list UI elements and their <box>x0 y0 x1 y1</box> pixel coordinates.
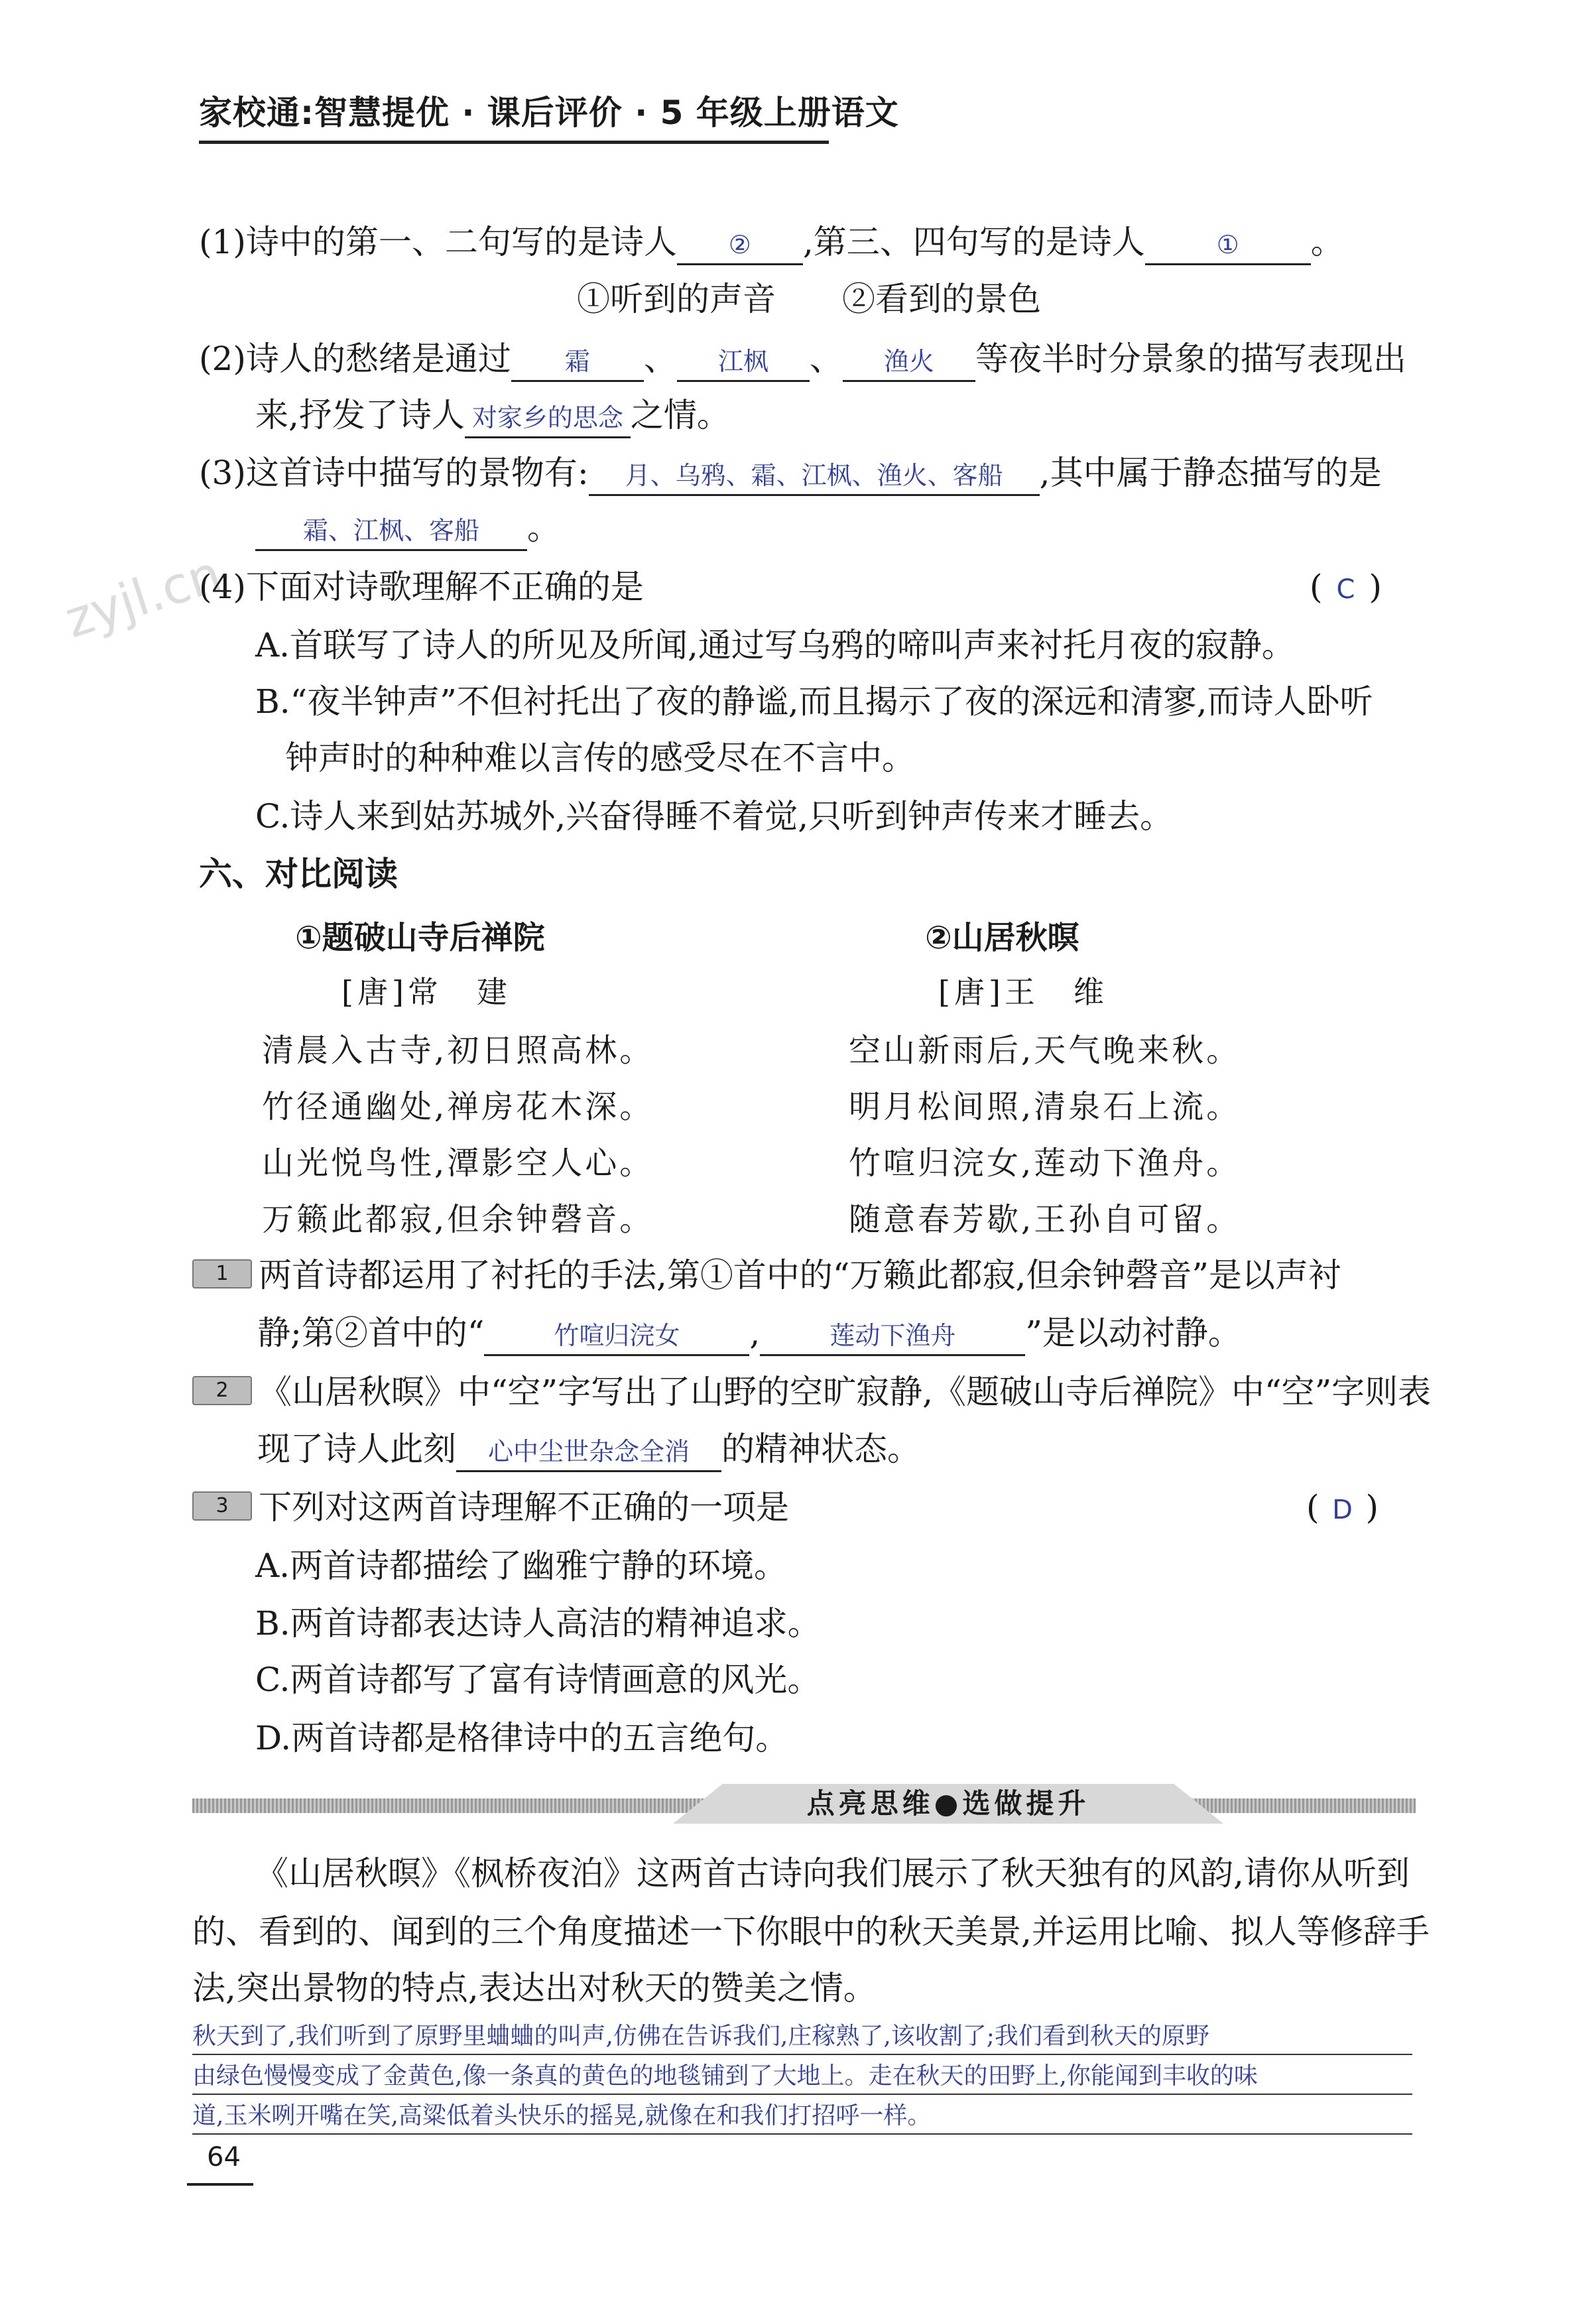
banner-title: 点亮思维●选做提升 <box>806 1787 1090 1820</box>
answer-blank[interactable]: 霜、江枫、客船 <box>255 512 527 551</box>
q1-options: ①听到的声音 ②看到的景色 <box>577 280 1041 318</box>
q1-option-c: C.诗人来到姑苏城外,兴奋得睡不着觉,只听到钟声传来才睡去。 <box>255 797 1174 836</box>
q1-option-b-cont: 钟声时的种种难以言传的感受尽在不言中。 <box>285 739 915 777</box>
q1-part2: (2)诗人的愁绪是通过 霜 、 江枫 、 渔火 等夜半时分景象的描写表现出 <box>199 337 1406 382</box>
poem2-line: 空山新雨后,天气晚来秋。 <box>849 1032 1241 1069</box>
s6-q3-stem: 3 下列对这两首诗理解不正确的一项是 <box>192 1485 789 1529</box>
answer-blank[interactable]: 月、乌鸦、霜、江枫、渔火、客船 <box>589 457 1040 496</box>
s6-q1-line2: 静;第②首中的“ 竹喧归浣女 , 莲动下渔舟 ”是以动衬静。 <box>257 1311 1241 1356</box>
s6-q3-option: D.两首诗都是格律诗中的五言绝句。 <box>255 1719 789 1757</box>
poem1-line: 竹径通幽处,禅房花木深。 <box>262 1088 654 1125</box>
q1-part2b: 来,抒发了诗人 对家乡的思念 之情。 <box>255 393 730 438</box>
s6-q3-option: B.两首诗都表达诗人高洁的精神追求。 <box>255 1604 821 1643</box>
answer-blank[interactable]: ① <box>1145 226 1311 265</box>
essay-prompt-line: 《山居秋暝》《枫桥夜泊》这两首古诗向我们展示了秋天独有的风韵,请你从听到 <box>255 1854 1410 1893</box>
q1-part3b: 霜、江枫、客船 。 <box>255 506 560 551</box>
page-header: 家校通:智慧提优 · 课后评价 · 5 年级上册语文 <box>199 94 899 132</box>
answer-blank[interactable]: ② <box>677 226 803 265</box>
essay-answer-line[interactable]: 秋天到了,我们听到了原野里蛐蛐的叫声,仿佛在告诉我们,庄稼熟了,该收割了;我们看到秋天的原野 <box>192 2019 1412 2055</box>
poem1-line: 万籁此都寂,但余钟磬音。 <box>262 1201 654 1238</box>
s6-q2-line2: 现了诗人此刻 心中尘世杂念全消 的精神状态。 <box>257 1427 920 1472</box>
choice-answer[interactable]: D <box>1332 1495 1353 1525</box>
question-number-badge: 3 <box>192 1491 252 1521</box>
answer-blank[interactable]: 对家乡的思念 <box>465 399 631 438</box>
poem1-author: [唐]常 建 <box>341 974 511 1010</box>
s6-q1-line1: 1 两首诗都运用了衬托的手法,第①首中的“万籁此都寂,但余钟磬音”是以声衬 <box>192 1253 1341 1297</box>
s6-q3-option: C.两首诗都写了富有诗情画意的风光。 <box>255 1661 821 1699</box>
q1-part3: (3)这首诗中描写的景物有: 月、乌鸦、霜、江枫、渔火、客船 ,其中属于静态描写的是 <box>199 451 1382 496</box>
s6-q2-line1: 2 《山居秋暝》中“空”字写出了山野的空旷寂静,《题破山寺后禅院》中“空”字则表 <box>192 1370 1431 1414</box>
essay-prompt-line: 的、看到的、闻到的三个角度描述一下你眼中的秋天美景,并运用比喻、拟人等修辞手 <box>192 1913 1430 1951</box>
q1-option-b: B.“夜半钟声”不但衬托出了夜的静谧,而且揭示了夜的深远和清寥,而诗人卧听 <box>255 682 1373 721</box>
poem2-line: 明月松间照,清泉石上流。 <box>849 1088 1241 1125</box>
q1-part1: (1)诗中的第一、二句写的是诗人 ② ,第三、四句写的是诗人 ① 。 <box>199 220 1344 265</box>
header-rule <box>199 141 829 144</box>
essay-prompt-line: 法,突出景物的特点,表达出对秋天的赞美之情。 <box>192 1969 877 2007</box>
s6-q3-option: A.两首诗都描绘了幽雅宁静的环境。 <box>255 1546 788 1585</box>
answer-blank[interactable]: 江枫 <box>677 343 810 382</box>
section-banner <box>192 1784 1416 1824</box>
poem1-line: 清晨入古寺,初日照高林。 <box>262 1032 654 1069</box>
section-title: 六、对比阅读 <box>199 855 398 893</box>
q1-part4-answer: ( C ) <box>1310 565 1382 611</box>
poem2-line: 竹喧归浣女,莲动下渔舟。 <box>849 1145 1241 1182</box>
s6-q3-answer: ( D ) <box>1306 1485 1379 1532</box>
poem1-title: ①题破山寺后禅院 <box>295 919 545 956</box>
answer-blank[interactable]: 渔火 <box>843 343 975 382</box>
q1-option-a: A.首联写了诗人的所见及所闻,通过写乌鸦的啼叫声来衬托月夜的寂静。 <box>255 626 1295 664</box>
answer-blank[interactable]: 莲动下渔舟 <box>760 1317 1025 1356</box>
answer-blank[interactable]: 霜 <box>511 343 644 382</box>
q1-part4-stem: (4)下面对诗歌理解不正确的是 <box>199 568 644 606</box>
page-number: 64 <box>207 2142 241 2172</box>
poem1-line: 山光悦鸟性,潭影空人心。 <box>262 1145 654 1182</box>
poem2-title: ②山居秋暝 <box>925 919 1079 956</box>
poem2-author: [唐]王 维 <box>938 974 1108 1010</box>
page-number-rule <box>187 2183 253 2186</box>
question-number-badge: 2 <box>192 1376 252 1405</box>
answer-blank[interactable]: 竹喧归浣女 <box>484 1317 749 1356</box>
answer-blank[interactable]: 心中尘世杂念全消 <box>456 1433 721 1472</box>
poem2-line: 随意春芳歇,王孙自可留。 <box>849 1201 1241 1238</box>
essay-answer-line[interactable]: 道,玉米咧开嘴在笑,高粱低着头快乐的摇晃,就像在和我们打招呼一样。 <box>192 2099 1412 2135</box>
choice-answer[interactable]: C <box>1336 574 1355 605</box>
essay-answer-line[interactable]: 由绿色慢慢变成了金黄色,像一条真的黄色的地毯铺到了大地上。走在秋天的田野上,你能闻到丰收的味 <box>192 2059 1412 2095</box>
question-number-badge: 1 <box>192 1259 252 1288</box>
watermark: zyjl.cn <box>58 543 229 650</box>
